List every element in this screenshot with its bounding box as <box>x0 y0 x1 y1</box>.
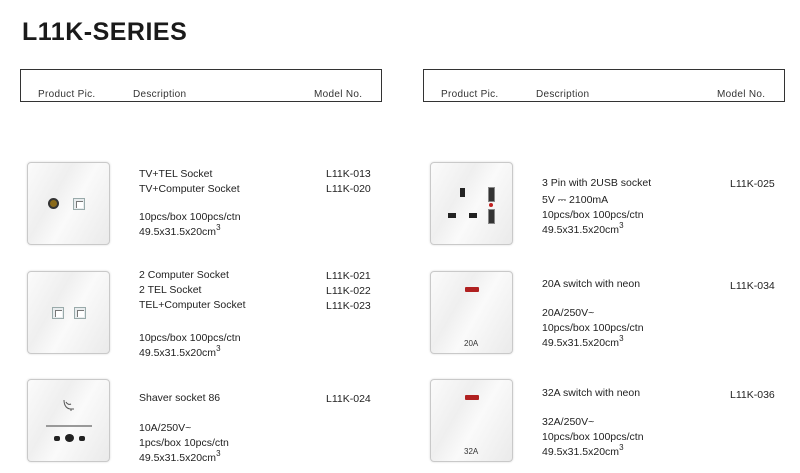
table-header-left <box>20 69 382 102</box>
packing-line: 10pcs/box 100pcs/ctn <box>139 332 241 344</box>
pin-slot-icon <box>448 213 456 218</box>
product-description <box>542 386 640 401</box>
packing-info <box>139 210 241 240</box>
tv-coax-port-icon <box>48 198 59 209</box>
desc-line: 20A switch with neon <box>542 278 641 290</box>
model-number: L11K-022 <box>326 285 371 297</box>
header-product-pic: Product Pic. <box>38 89 96 100</box>
carton-size <box>139 225 241 240</box>
carton-size-value: 49.5x31.5x20cm <box>139 452 217 464</box>
packing-info <box>542 193 644 238</box>
carton-size <box>139 346 241 361</box>
data-port-icon <box>74 307 86 319</box>
rating-line: 32A/250V~ <box>542 416 595 428</box>
pin-slot-icon <box>469 213 477 218</box>
model-number: L11K-024 <box>326 393 371 405</box>
rating-line: 20A/250V~ <box>542 307 595 319</box>
model-number: L11K-023 <box>326 300 371 312</box>
model-numbers <box>730 388 775 403</box>
carton-size-value: 49.5x31.5x20cm <box>542 224 620 236</box>
neon-indicator-icon <box>465 287 479 292</box>
model-numbers <box>326 167 371 197</box>
model-numbers <box>730 279 775 294</box>
packing-line: 10pcs/box 100pcs/ctn <box>542 431 644 443</box>
product-description <box>139 268 246 313</box>
product-image-20a-switch <box>430 271 513 354</box>
carton-size-value: 49.5x31.5x20cm <box>139 347 217 359</box>
model-numbers <box>730 177 775 192</box>
rating-line: 5V ⎓ 2100mA <box>542 194 609 206</box>
shaver-label-strip-icon <box>46 425 92 427</box>
desc-line: TEL+Computer Socket <box>139 299 246 311</box>
header-product-pic: Product Pic. <box>441 89 499 100</box>
shaver-outlet-icon <box>54 434 86 442</box>
desc-line: 2 Computer Socket <box>139 269 229 281</box>
desc-line: TV+TEL Socket <box>139 168 213 180</box>
product-image-tv-tel-socket <box>27 162 110 245</box>
model-number: L11K-021 <box>326 270 371 282</box>
desc-line: TV+Computer Socket <box>139 183 240 195</box>
carton-size <box>542 445 644 460</box>
model-numbers <box>326 269 371 314</box>
desc-line: 2 TEL Socket <box>139 284 202 296</box>
product-image-usb-socket <box>430 162 513 245</box>
model-numbers <box>326 392 371 407</box>
model-number: L11K-034 <box>730 280 775 292</box>
table-header-right <box>423 69 785 102</box>
packing-info <box>542 306 644 351</box>
model-number: L11K-025 <box>730 178 775 190</box>
product-description <box>139 167 240 197</box>
header-description: Description <box>133 89 187 100</box>
packing-line: 10pcs/box 100pcs/ctn <box>542 209 644 221</box>
product-description <box>542 277 640 292</box>
product-image-32a-switch <box>430 379 513 462</box>
model-number: L11K-020 <box>326 183 371 195</box>
page-title: L11K-SERIES <box>22 18 188 46</box>
tel-port-icon <box>73 198 85 210</box>
plate-rating-label: 20A <box>464 339 479 348</box>
carton-size <box>542 336 644 351</box>
desc-line: 32A switch with neon <box>542 387 641 399</box>
packing-line: 10pcs/box 100pcs/ctn <box>542 322 644 334</box>
carton-size <box>542 223 644 238</box>
desc-line: 3 Pin with 2USB socket <box>542 177 652 189</box>
desc-line: Shaver socket 86 <box>139 392 221 404</box>
cubic-exponent: 3 <box>216 449 221 458</box>
cubic-exponent: 3 <box>619 221 624 230</box>
neon-indicator-icon <box>465 395 479 400</box>
header-model-no: Model No. <box>717 89 766 100</box>
cubic-exponent: 3 <box>619 443 624 452</box>
cubic-exponent: 3 <box>619 334 624 343</box>
packing-info <box>542 415 644 460</box>
product-description <box>542 176 651 191</box>
shaver-icon <box>61 398 77 412</box>
carton-size-value: 49.5x31.5x20cm <box>542 337 620 349</box>
header-model-no: Model No. <box>314 89 363 100</box>
product-description <box>139 391 220 406</box>
rating-line: 10A/250V~ <box>139 422 192 434</box>
usb-indicator-icon <box>489 203 493 207</box>
packing-info <box>139 421 229 466</box>
earth-pin-slot-icon <box>460 188 465 197</box>
model-number: L11K-013 <box>326 168 371 180</box>
carton-size <box>139 451 229 466</box>
carton-size-value: 49.5x31.5x20cm <box>139 226 217 238</box>
carton-size-value: 49.5x31.5x20cm <box>542 446 620 458</box>
packing-line: 10pcs/box 100pcs/ctn <box>139 211 241 223</box>
usb-port-icon <box>488 187 495 202</box>
cubic-exponent: 3 <box>216 344 221 353</box>
product-image-computer-socket <box>27 271 110 354</box>
header-description: Description <box>536 89 590 100</box>
cubic-exponent: 3 <box>216 223 221 232</box>
packing-line: 1pcs/box 10pcs/ctn <box>139 437 229 449</box>
product-image-shaver-socket <box>27 379 110 462</box>
packing-info <box>139 331 241 361</box>
model-number: L11K-036 <box>730 389 775 401</box>
usb-port-icon <box>488 209 495 224</box>
plate-rating-label: 32A <box>464 447 479 456</box>
data-port-icon <box>52 307 64 319</box>
